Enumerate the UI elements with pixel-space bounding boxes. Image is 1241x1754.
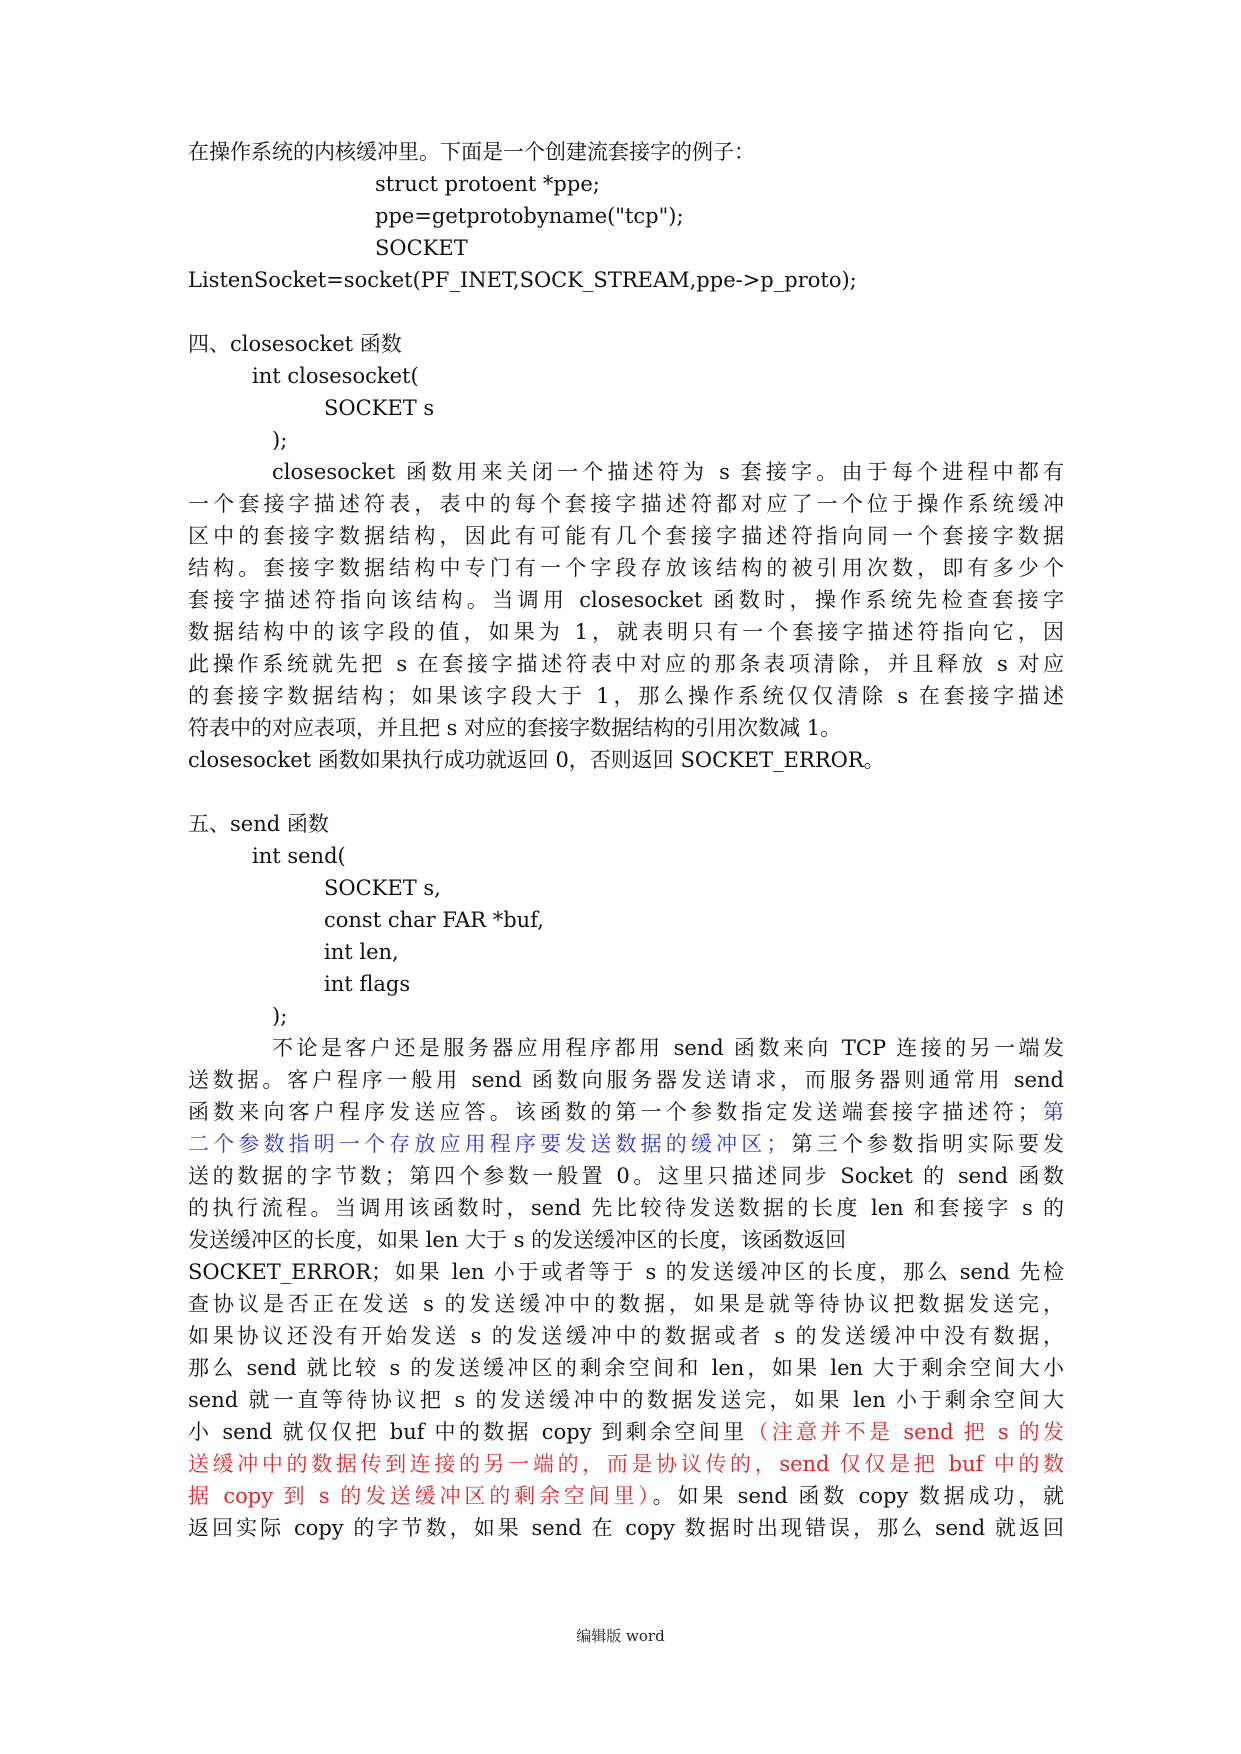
highlighted-text-blue: 第 <box>1038 1100 1065 1124</box>
paragraph-line <box>188 1416 1064 1448</box>
paragraph-line: 如果协议还没有开始发送 s 的发送缓冲中的数据或者 s 的发送缓冲中没有数据， <box>188 1324 1064 1348</box>
signature-line: SOCKET s <box>324 396 435 420</box>
paragraph-line: 发送缓冲区的长度，如果 len 大于 s 的发送缓冲区的长度，该函数返回 <box>188 1228 847 1252</box>
paragraph-line: 数据结构中的该字段的值，如果为 1，就表明只有一个套接字描述符指向它，因 <box>188 620 1064 644</box>
paragraph-line: 结构。套接字数据结构中专门有一个字段存放该结构的被引用次数，即有多少个 <box>188 556 1064 580</box>
paragraph-line <box>188 1480 1064 1512</box>
paragraph-line: 套接字描述符指向该结构。当调用 closesocket 函数时，操作系统先检查套接字 <box>188 588 1064 612</box>
section-heading: 五、send 函数 <box>188 812 329 836</box>
paragraph-line: 的执行流程。当调用该函数时，send 先比较待发送数据的长度 len 和套接字 s 的 <box>188 1196 1064 1220</box>
paragraph-line: 符表中的对应表项，并且把 s 对应的套接字数据结构的引用次数减 1。 <box>188 716 842 740</box>
paragraph-line: 那么 send 就比较 s 的发送缓冲区的剩余空间和 len，如果 len 大于剩余空间大小 <box>188 1356 1064 1380</box>
section-heading: 四、closesocket 函数 <box>188 332 402 356</box>
signature-line: ); <box>272 1004 288 1028</box>
paragraph-line: 不论是客户还是服务器应用程序都用 send 函数来向 TCP 连接的另一端发 <box>272 1036 1064 1060</box>
highlighted-text-red: （注意并不是 send 把 s 的发 <box>747 1420 1064 1444</box>
code-line: struct protoent *ppe; <box>375 172 600 196</box>
paragraph-line <box>188 1128 1064 1160</box>
signature-line: ); <box>272 428 288 452</box>
signature-line: int len, <box>324 940 399 964</box>
signature-line: int send( <box>252 844 346 868</box>
paragraph-line: 送缓冲中的数据传到连接的另一端的，而是协议传的，send 仅仅是把 buf 中的数 <box>188 1452 1064 1476</box>
intro-text: 在操作系统的内核缓冲里。下面是一个创建流套接字的例子： <box>188 140 755 164</box>
signature-line: SOCKET s, <box>324 876 441 900</box>
signature-line: int flags <box>324 972 411 996</box>
paragraph-text: 小 send 就仅仅把 buf 中的数据 copy 到剩余空间里 <box>188 1420 748 1444</box>
paragraph-line: SOCKET_ERROR；如果 len 小于或者等于 s 的发送缓冲区的长度，那么 send 先检 <box>188 1260 1064 1284</box>
paragraph-text: 函数来向客户程序发送应答。该函数的第一个参数指定发送端套接字描述符； <box>188 1100 1039 1124</box>
paragraph-line: 返回实际 copy 的字节数，如果 send 在 copy 数据时出现错误，那么 send 就返回 <box>188 1516 1064 1540</box>
paragraph-line: 此操作系统就先把 s 在套接字描述符表中对应的那条表项清除，并且释放 s 对应 <box>188 652 1064 676</box>
signature-line: int closesocket( <box>252 364 419 388</box>
paragraph-line: 查协议是否正在发送 s 的发送缓冲中的数据，如果是就等待协议把数据发送完， <box>188 1292 1064 1316</box>
paragraph-text: 第三个参数指明实际要发 <box>787 1132 1065 1156</box>
code-line: SOCKET <box>375 236 468 260</box>
paragraph-line: 的套接字数据结构；如果该字段大于 1，那么操作系统仅仅清除 s 在套接字描述 <box>188 684 1064 708</box>
highlighted-text-blue: 二个参数指明一个存放应用程序要发送数据的缓冲区； <box>188 1132 788 1156</box>
paragraph-line: 送的数据的字节数；第四个参数一般置 0。这里只描述同步 Socket 的 send 函数 <box>188 1164 1064 1188</box>
paragraph-line: 区中的套接字数据结构，因此有可能有几个套接字描述符指向同一个套接字数据 <box>188 524 1064 548</box>
paragraph-line <box>188 1096 1064 1128</box>
paragraph-line: send 就一直等待协议把 s 的发送缓冲中的数据发送完，如果 len 小于剩余空间大 <box>188 1388 1064 1412</box>
paragraph-line: closesocket 函数用来关闭一个描述符为 s 套接字。由于每个进程中都有 <box>272 460 1064 484</box>
paragraph-line: 送数据。客户程序一般用 send 函数向服务器发送请求，而服务器则通常用 send <box>188 1068 1064 1092</box>
code-line: ppe=getprotobyname("tcp"); <box>375 204 684 228</box>
highlighted-text-red: 据 copy 到 s 的发送缓冲区的剩余空间里） <box>188 1484 653 1508</box>
paragraph-line: closesocket 函数如果执行成功就返回 0，否则返回 SOCKET_ERROR。 <box>188 748 885 772</box>
paragraph-line: 一个套接字描述符表，表中的每个套接字描述符都对应了一个位于操作系统缓冲 <box>188 492 1064 516</box>
paragraph-text: 。如果 send 函数 copy 数据成功，就 <box>652 1484 1064 1508</box>
signature-line: const char FAR *buf, <box>324 908 544 932</box>
page-footer: 编辑版 word <box>576 1627 665 1645</box>
code-line: ListenSocket=socket(PF_INET,SOCK_STREAM,ppe->p_proto); <box>188 268 857 292</box>
